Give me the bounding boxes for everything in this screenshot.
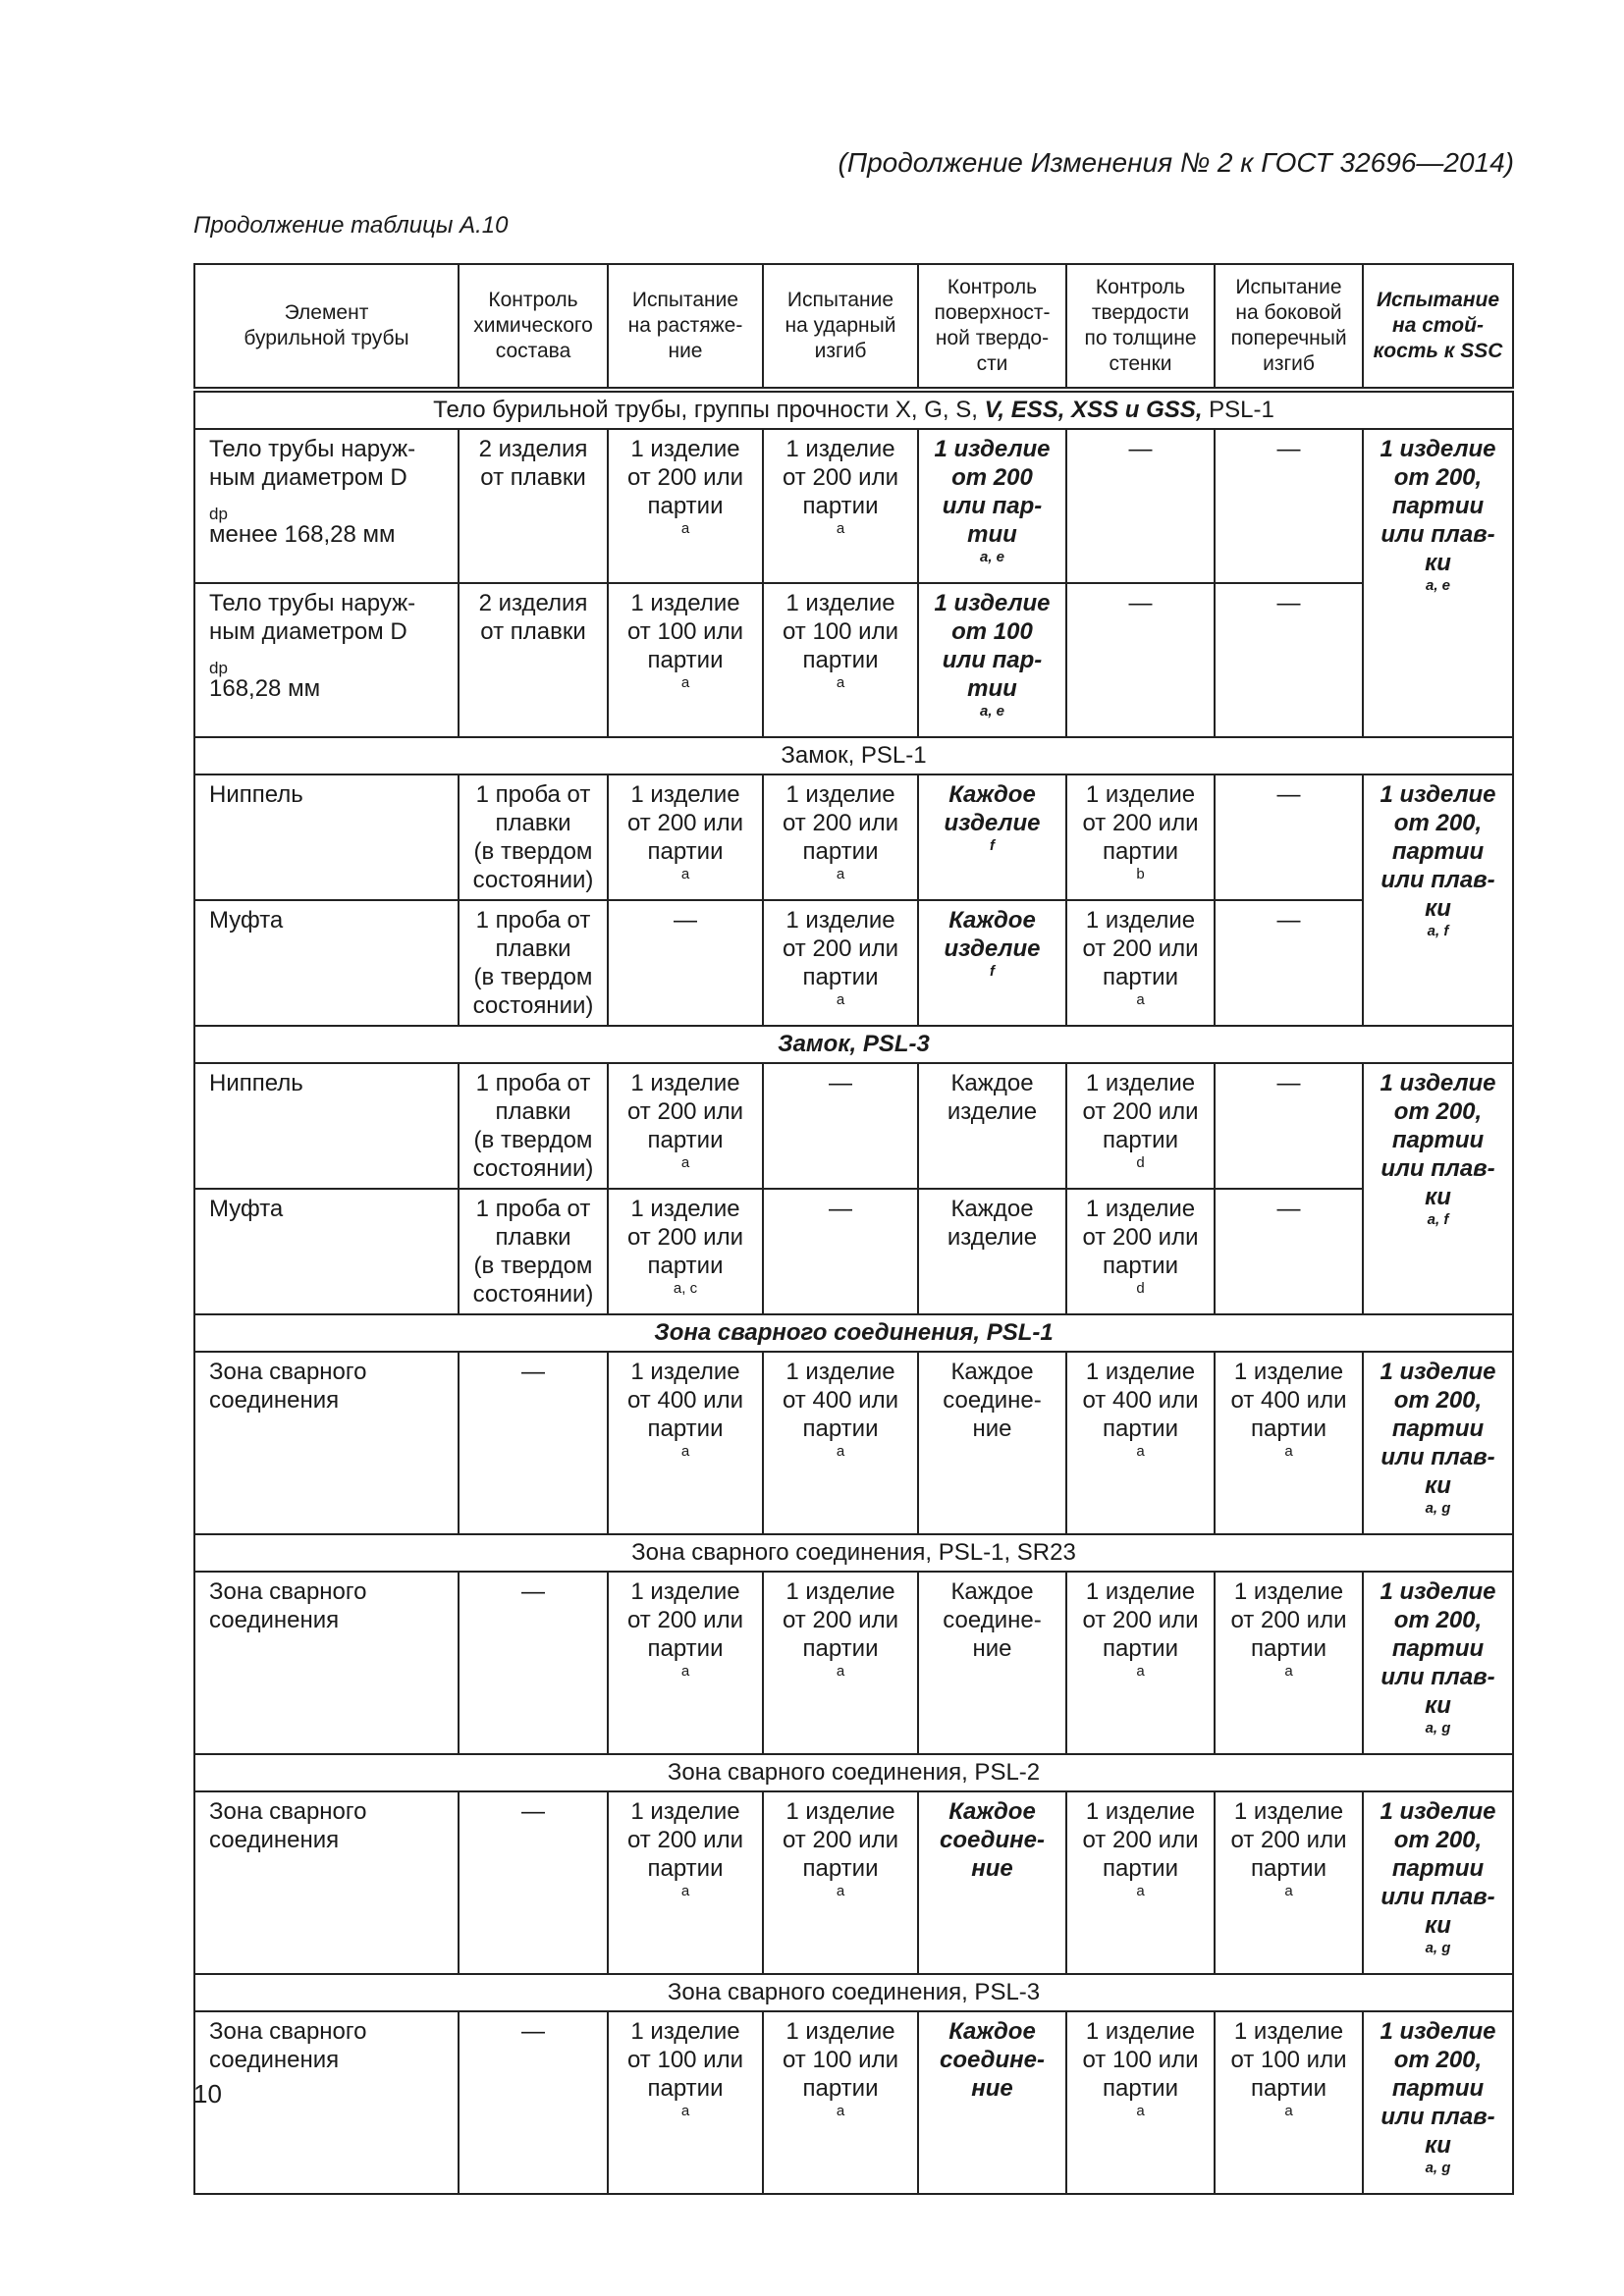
surface-cell: Каждое изделие $^f$ <box>918 774 1066 900</box>
table-row <box>194 1189 1513 1314</box>
chem-cell: 1 проба от плавки (в твердом состоянии) <box>459 900 608 1026</box>
requirements-table <box>193 263 1514 2195</box>
header-row <box>194 264 1513 390</box>
thickness-cell: 1 изделие от 200 или партии $^a$ <box>1066 1791 1215 1974</box>
tensile-cell: 1 изделие от 200 или партии $^a$ <box>608 774 763 900</box>
bend-cell: — <box>1215 1063 1363 1189</box>
chem-cell: 1 проба от плавки (в твердом состоянии) <box>459 1189 608 1314</box>
impact-cell: 1 изделие от 100 или партии $^a$ <box>763 2011 918 2194</box>
chem-cell: — <box>459 1572 608 1754</box>
table-row <box>194 1572 1513 1754</box>
col-header-bend: Испытание на боковой поперечный изгиб <box>1215 264 1363 390</box>
table-row <box>194 774 1513 900</box>
section-row <box>194 1314 1513 1352</box>
section-title: Зона сварного соединения, PSL-1 <box>194 1314 1513 1352</box>
chem-cell: 1 проба от плавки (в твердом состоянии) <box>459 1063 608 1189</box>
ssc-cell: 1 изделие от 200, партии или плав- ки $^{a, g}$ <box>1363 1791 1513 1974</box>
tensile-cell: 1 изделие от 200 или партии $^a$ <box>608 1572 763 1754</box>
section-row <box>194 1974 1513 2011</box>
col-header-ssc: Испытание на стой- кость к SSC <box>1363 264 1513 390</box>
table-row <box>194 900 1513 1026</box>
bend-cell: — <box>1215 774 1363 900</box>
thickness-cell: — <box>1066 583 1215 737</box>
section-row <box>194 1026 1513 1063</box>
table-row <box>194 429 1513 583</box>
bend-cell: 1 изделие от 100 или партии $^a$ <box>1215 2011 1363 2194</box>
table-caption: Продолжение таблицы А.10 <box>193 212 509 239</box>
surface-cell: Каждое изделие $^f$ <box>918 900 1066 1026</box>
thickness-cell: 1 изделие от 200 или партии $^a$ <box>1066 900 1215 1026</box>
section-row <box>194 1754 1513 1791</box>
ssc-cell: 1 изделие от 200, партии или плав- ки $^{a, e}$ <box>1363 429 1513 737</box>
impact-cell: 1 изделие от 200 или партии $^a$ <box>763 774 918 900</box>
col-header-impact: Испытание на ударный изгиб <box>763 264 918 390</box>
chem-cell: 1 проба от плавки (в твердом состоянии) <box>459 774 608 900</box>
section-title: Зона сварного соединения, PSL-2 <box>194 1754 1513 1791</box>
table-row <box>194 2011 1513 2194</box>
element-cell: Ниппель <box>194 774 459 900</box>
tensile-cell: — <box>608 900 763 1026</box>
tensile-cell: 1 изделие от 200 или партии $^{a, c}$ <box>608 1189 763 1314</box>
chem-cell: 2 изделия от плавки <box>459 583 608 737</box>
impact-cell: 1 изделие от 100 или партии $^a$ <box>763 583 918 737</box>
running-header: (Продолжение Изменения № 2 к ГОСТ 32696—2014) <box>838 147 1514 178</box>
col-header-element: Элемент бурильной трубы <box>194 264 459 390</box>
surface-cell: Каждое соедине- ние <box>918 2011 1066 2194</box>
thickness-cell: 1 изделие от 400 или партии $^a$ <box>1066 1352 1215 1534</box>
ssc-cell: 1 изделие от 200, партии или плав- ки $^{a, f}$ <box>1363 1063 1513 1314</box>
surface-cell: Каждое изделие <box>918 1063 1066 1189</box>
impact-cell: 1 изделие от 200 или партии $^a$ <box>763 1791 918 1974</box>
element-cell: Муфта <box>194 900 459 1026</box>
thickness-cell: 1 изделие от 200 или партии $^b$ <box>1066 774 1215 900</box>
element-cell: Зона сварного соединения <box>194 2011 459 2194</box>
section-row <box>194 390 1513 429</box>
element-cell: Зона сварного соединения <box>194 1352 459 1534</box>
table-row <box>194 1063 1513 1189</box>
impact-cell: 1 изделие от 400 или партии $^a$ <box>763 1352 918 1534</box>
surface-cell: 1 изделие от 100 или пар- тии $^{a, e}$ <box>918 583 1066 737</box>
bend-cell: — <box>1215 1189 1363 1314</box>
surface-cell: Каждое соедине- ние <box>918 1791 1066 1974</box>
thickness-cell: 1 изделие от 100 или партии $^a$ <box>1066 2011 1215 2194</box>
element-cell: Ниппель <box>194 1063 459 1189</box>
bend-cell: 1 изделие от 200 или партии $^a$ <box>1215 1572 1363 1754</box>
table-row <box>194 1352 1513 1534</box>
impact-cell: — <box>763 1063 918 1189</box>
tensile-cell: 1 изделие от 200 или партии $^a$ <box>608 1063 763 1189</box>
page-number: 10 <box>193 2079 222 2109</box>
thickness-cell: — <box>1066 429 1215 583</box>
section-row <box>194 1534 1513 1572</box>
surface-cell: 1 изделие от 200 или пар- тии $^{a, e}$ <box>918 429 1066 583</box>
section-title: Зона сварного соединения, PSL-1, SR23 <box>194 1534 1513 1572</box>
tensile-cell: 1 изделие от 400 или партии $^a$ <box>608 1352 763 1534</box>
chem-cell: 2 изделия от плавки <box>459 429 608 583</box>
impact-cell: 1 изделие от 200 или партии $^a$ <box>763 900 918 1026</box>
thickness-cell: 1 изделие от 200 или партии $^d$ <box>1066 1189 1215 1314</box>
section-title: Замок, PSL-3 <box>194 1026 1513 1063</box>
ssc-cell: 1 изделие от 200, партии или плав- ки $^{a, f}$ <box>1363 774 1513 1026</box>
bend-cell: 1 изделие от 200 или партии $^a$ <box>1215 1791 1363 1974</box>
chem-cell: — <box>459 1791 608 1974</box>
table-row <box>194 1791 1513 1974</box>
bend-cell: — <box>1215 429 1363 583</box>
col-header-chem: Контроль химического состава <box>459 264 608 390</box>
ssc-cell: 1 изделие от 200, партии или плав- ки $^{a, g}$ <box>1363 1352 1513 1534</box>
surface-cell: Каждое соедине- ние <box>918 1352 1066 1534</box>
tensile-cell: 1 изделие от 100 или партии $^a$ <box>608 583 763 737</box>
chem-cell: — <box>459 1352 608 1534</box>
element-cell: Тело трубы наруж- ным диаметром D $_{dp}$ 168,28 мм <box>194 583 459 737</box>
surface-cell: Каждое изделие <box>918 1189 1066 1314</box>
element-cell: Зона сварного соединения <box>194 1572 459 1754</box>
col-header-tensile: Испытание на растяже- ние <box>608 264 763 390</box>
section-title: Зона сварного соединения, PSL-3 <box>194 1974 1513 2011</box>
element-cell: Муфта <box>194 1189 459 1314</box>
col-header-thickness: Контроль твердости по толщине стенки <box>1066 264 1215 390</box>
bend-cell: — <box>1215 583 1363 737</box>
tensile-cell: 1 изделие от 200 или партии $^a$ <box>608 429 763 583</box>
table-row <box>194 583 1513 737</box>
thickness-cell: 1 изделие от 200 или партии $^a$ <box>1066 1572 1215 1754</box>
ssc-cell: 1 изделие от 200, партии или плав- ки $^{a, g}$ <box>1363 1572 1513 1754</box>
ssc-cell: 1 изделие от 200, партии или плав- ки $^{a, g}$ <box>1363 2011 1513 2194</box>
section-row <box>194 737 1513 774</box>
element-cell: Зона сварного соединения <box>194 1791 459 1974</box>
bend-cell: — <box>1215 900 1363 1026</box>
element-cell: Тело трубы наруж- ным диаметром D $_{dp}$ менее 168,28 мм <box>194 429 459 583</box>
section-title: Замок, PSL-1 <box>194 737 1513 774</box>
thickness-cell: 1 изделие от 200 или партии $^d$ <box>1066 1063 1215 1189</box>
impact-cell: 1 изделие от 200 или партии $^a$ <box>763 1572 918 1754</box>
tensile-cell: 1 изделие от 100 или партии $^a$ <box>608 2011 763 2194</box>
col-header-surface: Контроль поверхност- ной твердо- сти <box>918 264 1066 390</box>
section-title: Тело бурильной трубы, группы прочности X, G, S, V, ESS, XSS и GSS, PSL-1 <box>194 390 1513 429</box>
impact-cell: — <box>763 1189 918 1314</box>
surface-cell: Каждое соедине- ние <box>918 1572 1066 1754</box>
tensile-cell: 1 изделие от 200 или партии $^a$ <box>608 1791 763 1974</box>
bend-cell: 1 изделие от 400 или партии $^a$ <box>1215 1352 1363 1534</box>
impact-cell: 1 изделие от 200 или партии $^a$ <box>763 429 918 583</box>
chem-cell: — <box>459 2011 608 2194</box>
